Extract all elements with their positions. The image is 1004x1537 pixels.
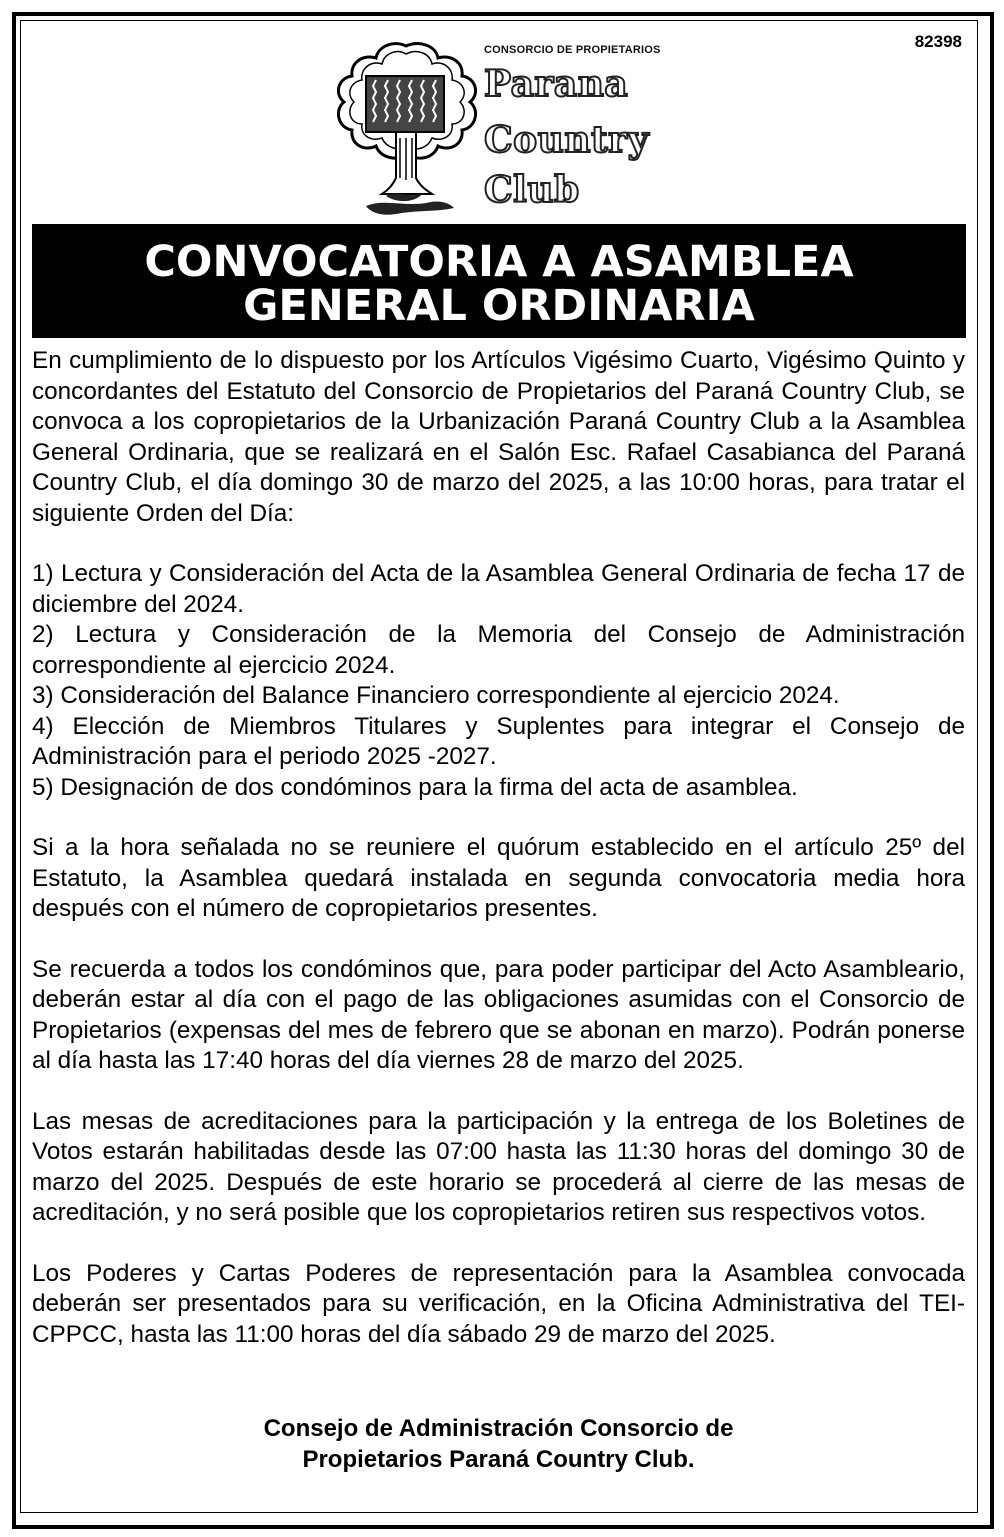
- logo-word-country: Country: [484, 119, 650, 161]
- signature-line-1: Consejo de Administración Consorcio de: [263, 1415, 734, 1442]
- title-line-1: CONVOCATORIA A ASAMBLEA: [144, 237, 854, 287]
- proxy-paragraph: Los Poderes y Cartas Poderes de representación para la Asamblea convocada deberán ser presentados para su verificación, en la Oficina Administrativa del TEI-CPPCC, hasta las 11:00 horas del día sábado 29 de marzo del 2025.: [32, 1259, 965, 1348]
- payment-paragraph: Se recuerda a todos los condóminos que, para poder participar del Acto Asambleario, deberán estar al día con el pago de las obligaciones asumidas con el Consorcio de Propietarios (expensas del mes de febrero que se abonan en marzo). Podrán ponerse al día hasta las 17:40 horas del día viernes 28 de marzo del 2025.: [32, 955, 965, 1074]
- tree-logo-icon: [336, 38, 481, 218]
- club-logo: [336, 38, 676, 218]
- logo-small-text: CONSORCIO DE PROPIETARIOS: [484, 44, 661, 56]
- signature-line-2: Propietarios Paraná Country Club.: [302, 1446, 695, 1473]
- title-banner: [32, 224, 966, 338]
- agenda-item: 5) Designación de dos condóminos para la firma del acta de asamblea.: [32, 773, 798, 801]
- agenda-item: 1) Lectura y Consideración del Acta de la Asamblea General Ordinaria de fecha 17 de diciembre del 2024.: [32, 560, 965, 618]
- title-line-2: GENERAL ORDINARIA: [243, 281, 755, 331]
- accreditation-paragraph: Las mesas de acreditaciones para la participación y la entrega de los Boletines de Votos estarán habilitadas desde las 07:00 hasta las 11:30 horas del domingo 30 de marzo del 2025. Después de este horario se procederá al cierre de las mesas de acreditación, y no será posible que los copropietarios retiren sus respectivos votos.: [32, 1107, 965, 1226]
- agenda-item: 2) Lectura y Consideración de la Memoria del Consejo de Administración correspondiente al ejercicio 2024.: [32, 621, 965, 679]
- signature-block: [32, 1413, 965, 1475]
- agenda-item: 3) Consideración del Balance Financiero correspondiente al ejercicio 2024.: [32, 682, 840, 709]
- logo-word-parana: Parana: [484, 63, 629, 105]
- logo-word-club: Club: [484, 169, 580, 211]
- agenda-list: [32, 559, 965, 803]
- agenda-item: 4) Elección de Miembros Titulares y Suplentes para integrar el Consejo de Administración para el periodo 2025 -2027.: [32, 712, 965, 770]
- notice-body: [32, 346, 965, 1350]
- quorum-paragraph: Si a la hora señalada no se reuniere el quórum establecido en el artículo 25º del Estatuto, la Asamblea quedará instalada en segunda convocatoria media hora después con el número de copropietarios presentes.: [32, 834, 965, 922]
- ad-number: 82398: [914, 32, 962, 51]
- intro-paragraph: En cumplimiento de lo dispuesto por los Artículos Vigésimo Cuarto, Vigésimo Quinto y concordantes del Estatuto del Consorcio de Propietarios del Paraná Country Club, se convoca a los copropietarios de la Urbanización Paraná Country Club a la Asamblea General Ordinaria, que se realizará en el Salón Esc. Rafael Casabianca del Paraná Country Club, el día domingo 30 de marzo del 2025, a las 10:00 horas, para tratar el siguiente Orden del Día:: [32, 347, 965, 527]
